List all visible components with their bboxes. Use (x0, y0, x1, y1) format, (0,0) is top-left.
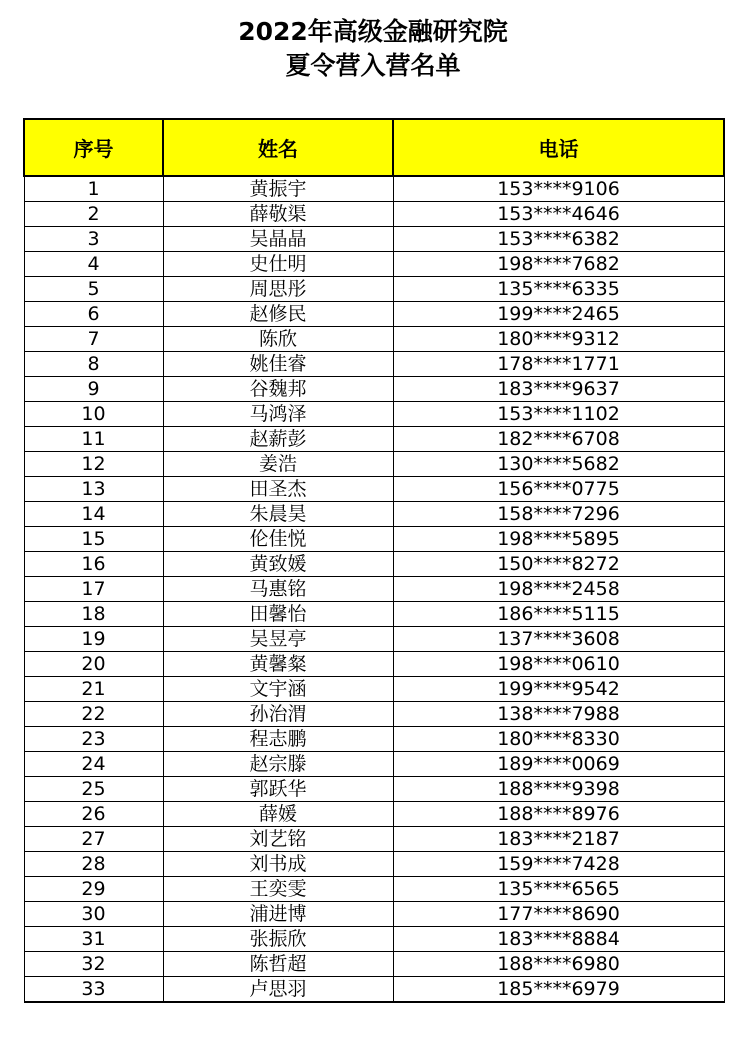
cell-name: 姜浩 (163, 452, 393, 477)
table-row (24, 702, 724, 727)
table-row (24, 902, 724, 927)
cell-phone: 198****2458 (393, 577, 724, 602)
table-row (24, 977, 724, 1003)
table-row (24, 727, 724, 752)
table-row (24, 202, 724, 227)
cell-name: 吴晶晶 (163, 227, 393, 252)
table-row (24, 527, 724, 552)
table-row (24, 176, 724, 202)
cell-phone: 138****7988 (393, 702, 724, 727)
header-row (24, 119, 724, 176)
cell-number: 19 (24, 627, 163, 652)
cell-phone: 186****5115 (393, 602, 724, 627)
cell-name: 陈欣 (163, 327, 393, 352)
cell-phone: 153****1102 (393, 402, 724, 427)
cell-phone: 183****2187 (393, 827, 724, 852)
cell-phone: 153****4646 (393, 202, 724, 227)
cell-phone: 182****6708 (393, 427, 724, 452)
cell-name: 谷魏邦 (163, 377, 393, 402)
cell-name: 赵宗滕 (163, 752, 393, 777)
admission-list-table (23, 118, 725, 1003)
cell-phone: 183****8884 (393, 927, 724, 952)
table-row (24, 927, 724, 952)
cell-number: 27 (24, 827, 163, 852)
cell-name: 薛敬渠 (163, 202, 393, 227)
table-row (24, 327, 724, 352)
cell-number: 6 (24, 302, 163, 327)
table-row (24, 502, 724, 527)
table-row (24, 602, 724, 627)
cell-number: 10 (24, 402, 163, 427)
cell-number: 26 (24, 802, 163, 827)
cell-name: 陈哲超 (163, 952, 393, 977)
cell-name: 黄致媛 (163, 552, 393, 577)
cell-phone: 177****8690 (393, 902, 724, 927)
cell-number: 5 (24, 277, 163, 302)
cell-name: 田圣杰 (163, 477, 393, 502)
column-header-name: 姓名 (163, 119, 393, 176)
cell-name: 吴昱亭 (163, 627, 393, 652)
table-body (24, 176, 724, 1002)
table-row (24, 777, 724, 802)
table-row (24, 652, 724, 677)
cell-name: 赵薪彭 (163, 427, 393, 452)
cell-number: 30 (24, 902, 163, 927)
cell-number: 23 (24, 727, 163, 752)
cell-phone: 156****0775 (393, 477, 724, 502)
cell-number: 18 (24, 602, 163, 627)
cell-name: 黄振宇 (163, 176, 393, 202)
cell-name: 周思彤 (163, 277, 393, 302)
cell-number: 1 (24, 176, 163, 202)
cell-phone: 135****6565 (393, 877, 724, 902)
cell-name: 薛媛 (163, 802, 393, 827)
cell-phone: 180****9312 (393, 327, 724, 352)
cell-number: 15 (24, 527, 163, 552)
cell-phone: 198****0610 (393, 652, 724, 677)
cell-name: 赵修民 (163, 302, 393, 327)
cell-phone: 199****2465 (393, 302, 724, 327)
table-row (24, 827, 724, 852)
cell-number: 11 (24, 427, 163, 452)
column-header-phone: 电话 (393, 119, 724, 176)
cell-phone: 158****7296 (393, 502, 724, 527)
cell-name: 马鸿泽 (163, 402, 393, 427)
cell-phone: 198****5895 (393, 527, 724, 552)
cell-phone: 180****8330 (393, 727, 724, 752)
cell-phone: 183****9637 (393, 377, 724, 402)
cell-number: 4 (24, 252, 163, 277)
table-row (24, 552, 724, 577)
cell-number: 32 (24, 952, 163, 977)
cell-number: 21 (24, 677, 163, 702)
cell-phone: 153****9106 (393, 176, 724, 202)
cell-number: 7 (24, 327, 163, 352)
cell-phone: 150****8272 (393, 552, 724, 577)
cell-name: 史仕明 (163, 252, 393, 277)
cell-phone: 188****6980 (393, 952, 724, 977)
document-subtitle: 夏令营入营名单 (285, 51, 461, 80)
cell-phone: 178****1771 (393, 352, 724, 377)
cell-phone: 189****0069 (393, 752, 724, 777)
table-row (24, 277, 724, 302)
cell-number: 31 (24, 927, 163, 952)
cell-number: 17 (24, 577, 163, 602)
cell-number: 24 (24, 752, 163, 777)
document-title: 2022年高级金融研究院 (238, 17, 508, 46)
table-row (24, 302, 724, 327)
table-row (24, 752, 724, 777)
cell-name: 张振欣 (163, 927, 393, 952)
table-row (24, 227, 724, 252)
table-row (24, 952, 724, 977)
cell-number: 9 (24, 377, 163, 402)
cell-number: 29 (24, 877, 163, 902)
cell-number: 2 (24, 202, 163, 227)
cell-number: 3 (24, 227, 163, 252)
table-row (24, 477, 724, 502)
cell-name: 王奕雯 (163, 877, 393, 902)
cell-number: 20 (24, 652, 163, 677)
cell-number: 13 (24, 477, 163, 502)
cell-phone: 135****6335 (393, 277, 724, 302)
cell-name: 朱晨昊 (163, 502, 393, 527)
cell-number: 12 (24, 452, 163, 477)
table-row (24, 252, 724, 277)
table-row (24, 402, 724, 427)
cell-name: 卢思羽 (163, 977, 393, 1003)
table-row (24, 877, 724, 902)
table-row (24, 852, 724, 877)
table-row (24, 427, 724, 452)
cell-number: 14 (24, 502, 163, 527)
column-header-number: 序号 (24, 119, 163, 176)
cell-name: 刘艺铭 (163, 827, 393, 852)
cell-name: 刘书成 (163, 852, 393, 877)
table-row (24, 452, 724, 477)
cell-number: 28 (24, 852, 163, 877)
table-row (24, 627, 724, 652)
cell-number: 25 (24, 777, 163, 802)
table-row (24, 377, 724, 402)
cell-number: 8 (24, 352, 163, 377)
table-row (24, 577, 724, 602)
cell-phone: 199****9542 (393, 677, 724, 702)
cell-phone: 130****5682 (393, 452, 724, 477)
cell-phone: 137****3608 (393, 627, 724, 652)
cell-name: 黄馨粲 (163, 652, 393, 677)
cell-name: 马惠铭 (163, 577, 393, 602)
cell-phone: 198****7682 (393, 252, 724, 277)
cell-phone: 159****7428 (393, 852, 724, 877)
cell-name: 文宇涵 (163, 677, 393, 702)
cell-name: 伦佳悦 (163, 527, 393, 552)
cell-number: 16 (24, 552, 163, 577)
table-header (24, 119, 724, 176)
cell-phone: 188****8976 (393, 802, 724, 827)
table-row (24, 352, 724, 377)
cell-name: 孙治渭 (163, 702, 393, 727)
cell-phone: 188****9398 (393, 777, 724, 802)
cell-name: 浦进博 (163, 902, 393, 927)
cell-name: 姚佳睿 (163, 352, 393, 377)
table-row (24, 802, 724, 827)
cell-name: 田馨怡 (163, 602, 393, 627)
table-row (24, 677, 724, 702)
cell-number: 22 (24, 702, 163, 727)
cell-name: 程志鹏 (163, 727, 393, 752)
cell-number: 33 (24, 977, 163, 1003)
cell-name: 郭跃华 (163, 777, 393, 802)
cell-phone: 153****6382 (393, 227, 724, 252)
cell-phone: 185****6979 (393, 977, 724, 1003)
